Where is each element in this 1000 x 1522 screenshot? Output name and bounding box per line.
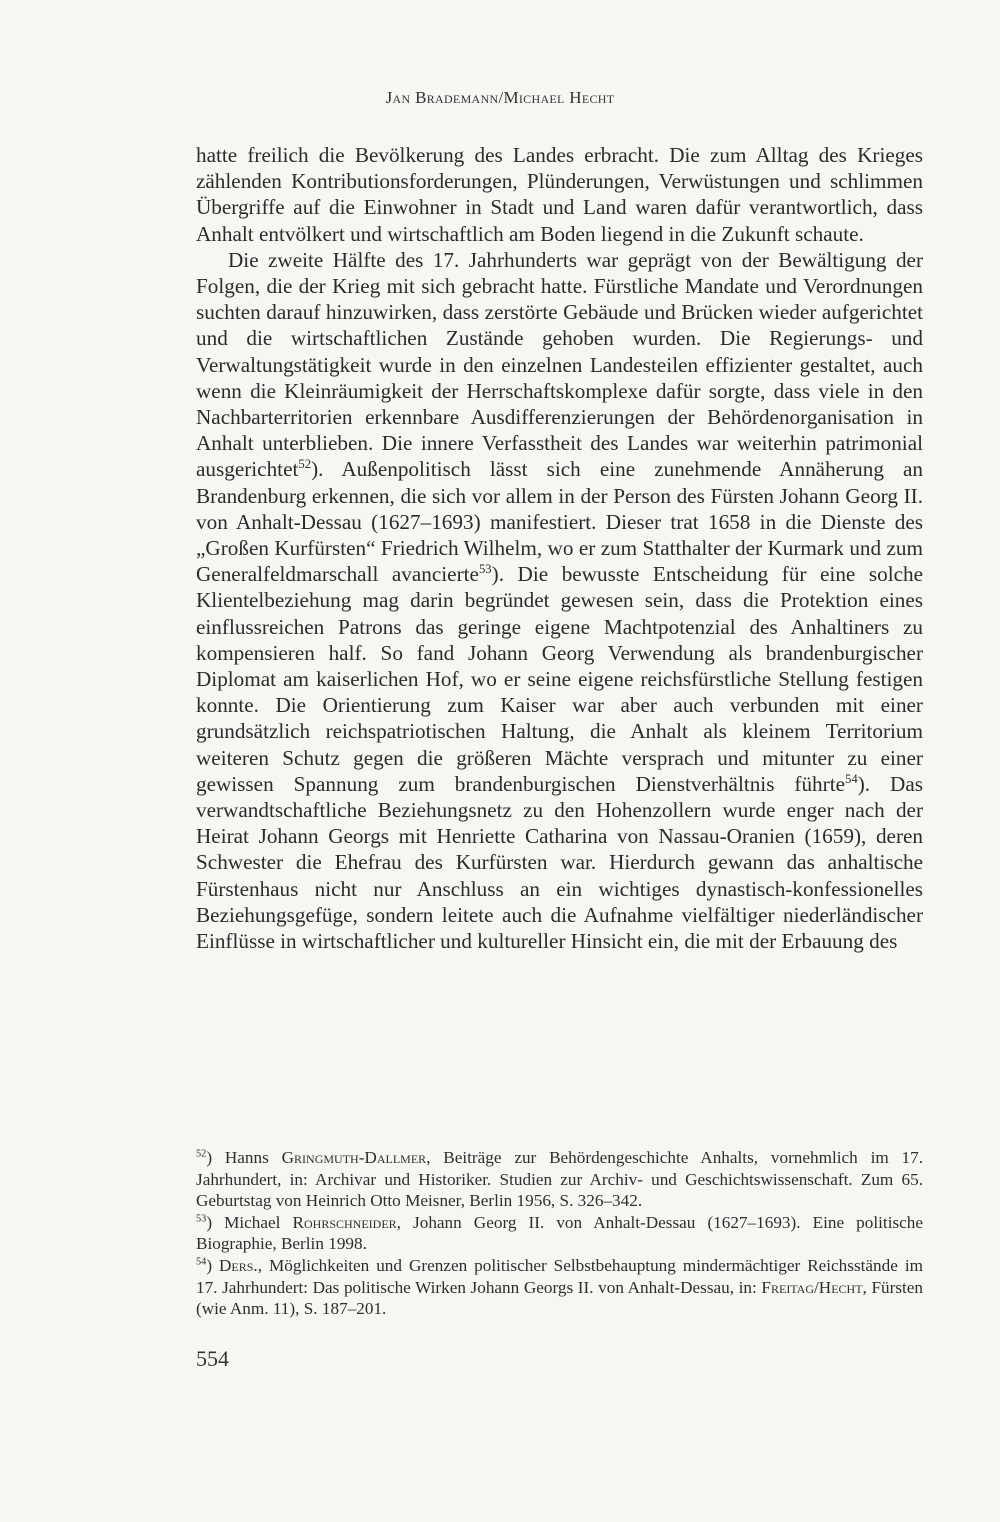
paragraph-2-part-3: ). Die bewusste Entscheidung für eine solche Klientelbeziehung mag darin begründet gewesen sein, dass die Protektion eines einflussreichen Patrons das geringe eigene Machtpotenzial des Anhaltiners zu kompensieren half. So fand Johann Georg Verwendung als brandenburgischer Diplomat am kaiserlichen Hof, wo er seine eigene reichsfürstliche Stellung festigen konnte. Die Orientierung zum Kaiser war aber auch verbunden mit einer grundsätzlich reichspatriotischen Haltung, die Anhalt als kleinem Territorium weiteren Schutz gegen die größeren Mächte versprach und mitunter zu einer gewissen Spannung zum brandenburgischen Dienstverhältnis führte: [196, 562, 923, 796]
footnote-53-number: 53: [196, 1213, 207, 1225]
paragraph-2-part-4: ). Das verwandtschaftliche Beziehungsnetz zu den Hohenzollern wurde enger nach der Heirat Johann Georgs mit Henriette Catharina von Nassau-Oranien (1659), deren Schwester die Ehefrau des Kurfürsten war. Hierdurch gewann das anhaltische Fürstenhaus nicht nur Anschluss an ein wichtiges dynastisch-konfessionelles Beziehungsgefüge, sondern leitete auch die Aufnahme vielfältiger niederländischer Einflüsse in wirtschaftlicher und kultureller Hinsicht ein, die mit der Erbauung des: [196, 771, 923, 954]
footnote-53-author-last: Rohrschneider: [292, 1212, 397, 1232]
main-text: [196, 142, 923, 954]
paragraph-1: hatte freilich die Bevölkerung des Landes erbracht. Die zum Alltag des Krieges zählenden Kontributionsforderungen, Plünderungen, Verwüstungen und schlimmen Übergriffe auf die Einwohner in Stadt und Land waren dafür verantwortlich, dass Anhalt entvölkert und wirtschaftlich am Boden liegend in die Zukunft schaute.: [196, 143, 923, 246]
footnote-54: [196, 1255, 923, 1320]
footnote-ref-54[interactable]: 54: [845, 771, 858, 786]
footnote-53-text: , Johann Georg II. von Anhalt-Dessau (1627–1693). Eine politische Biographie, Berlin 1998.: [196, 1212, 924, 1254]
author-1-first-name: Jan: [385, 88, 411, 107]
footnote-53-author-first: Michael: [224, 1212, 281, 1232]
author-2-first-name: Michael: [503, 88, 565, 107]
footnote-54-text-1: , Möglichkeiten und Grenzen politischer Selbstbehauptung mindermächtiger Reichsstände im 17. Jahrhundert: Das politische Wirken Johann Georgs II. von Anhalt-Dessau, in:: [196, 1255, 923, 1297]
footnote-ref-53[interactable]: 53: [478, 562, 492, 577]
author-2-last-name: Hecht: [569, 88, 615, 107]
footnote-52: [196, 1147, 923, 1212]
footnote-54-authors: Freitag/Hecht: [761, 1277, 863, 1297]
footnote-52-text: , Beiträge zur Behördengeschichte Anhalts, vornehmlich im 17. Jahrhundert, in: Archivar und Historiker. Studien zur Archiv- und Geschichtswissenschaft. Zum 65. Geburtstag von Heinrich Otto Meisner, Berlin 1956, S. 326–342.: [196, 1148, 924, 1211]
footnotes: [196, 1147, 923, 1320]
author-separator: /: [498, 88, 504, 107]
author-1-last-name: Brademann: [415, 88, 499, 107]
paragraph-2-part-2: ). Außenpolitisch lässt sich eine zunehmende Annäherung an Brandenburg erkennen, die sich vor allem in der Person des Fürsten Johann Georg II. von Anhalt-Dessau (1627–1693) manifestiert. Dieser trat 1658 in die Dienste des „Großen Kurfürsten“ Friedrich Wilhelm, wo er zum Statthalter der Kurmark und zum Generalfeldmarschall avancierte: [196, 457, 923, 587]
footnote-54-ders: Ders.: [219, 1255, 258, 1275]
paragraph-2: [196, 247, 923, 954]
page-number: 554: [196, 1346, 229, 1371]
running-head: [0, 88, 1000, 108]
footnote-54-number: 54: [196, 1256, 207, 1268]
footnote-52-author-last: Gringmuth-Dallmer: [281, 1148, 427, 1167]
footnote-52-author-first: Hanns: [224, 1148, 269, 1167]
footnote-53-paren: ): [206, 1212, 213, 1232]
footnote-54-text-2: , Fürsten (wie Anm. 11), S. 187–201.: [196, 1277, 924, 1319]
footnote-52-paren: ): [206, 1148, 213, 1167]
footnote-53: [196, 1212, 923, 1255]
footnote-54-paren: ): [206, 1255, 213, 1275]
paragraph-2-part-1: Die zweite Hälfte des 17. Jahrhunderts war geprägt von der Bewältigung der Folgen, die der Krieg mit sich gebracht hatte. Fürstliche Mandate und Verordnungen suchten darauf hinzuwirken, dass zerstörte Gebäude und Brücken wieder aufgerichtet und die wirtschaftlichen Zustände gehoben wurden. Die Regierungs- und Verwaltungstätigkeit wurde in den einzelnen Landesteilen effizienter gestaltet, auch wenn die Kleinräumigkeit der Herrschaftskomplexe dafür sorgte, dass viele in den Nachbarterritorien erkennbare Ausdifferenzierungen der Behördenorganisation in Anhalt unterblieben. Die innere Verfasstheit des Landes war weiterhin patrimonial ausgerichtet: [196, 247, 923, 482]
footnote-ref-52[interactable]: 52: [298, 457, 312, 472]
footnote-52-number: 52: [196, 1148, 207, 1160]
